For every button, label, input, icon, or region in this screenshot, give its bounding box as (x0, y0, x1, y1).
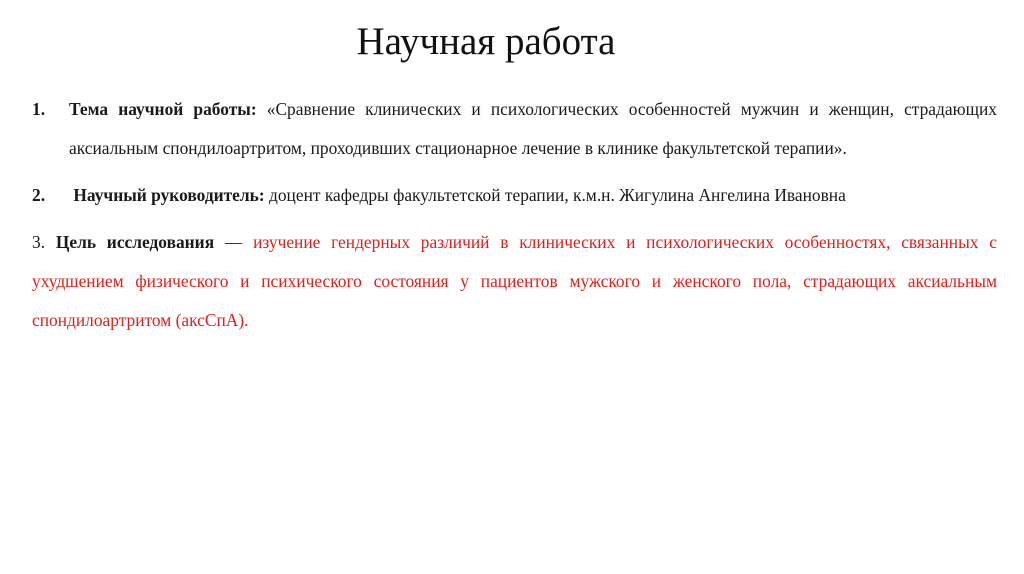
item-text: «Сравнение клинических и психологических особенностей мужчин и женщин, страдающих аксиальным спондилоартритом, проходивших стационарное лечение в клинике факультетской терапии». (69, 99, 997, 158)
list-item-goal (32, 223, 997, 340)
list-item-topic (32, 90, 997, 168)
content-list (32, 90, 997, 340)
item-text-highlighted: изучение гендерных различий в клинических и психологических особенностях, связанных с ухудшением физического и психического состояния у пациентов мужского и женского пола, страдающих аксиальным спондилоартритом (аксСпА). (32, 232, 997, 330)
item-label: Тема научной работы: (69, 99, 257, 119)
item-dash: — (214, 232, 254, 252)
item-number: 3. (32, 232, 46, 252)
item-number: 2. (32, 185, 46, 205)
list-item-supervisor (32, 176, 997, 215)
item-label: Цель исследования (55, 232, 215, 252)
item-text: доцент кафедры факультетской терапии, к.м.н. Жигулина Ангелина Ивановна (264, 185, 846, 205)
item-number: 1. (32, 99, 46, 119)
item-label: Научный руководитель: (73, 185, 265, 205)
slide-title: Научная работа (356, 20, 616, 63)
